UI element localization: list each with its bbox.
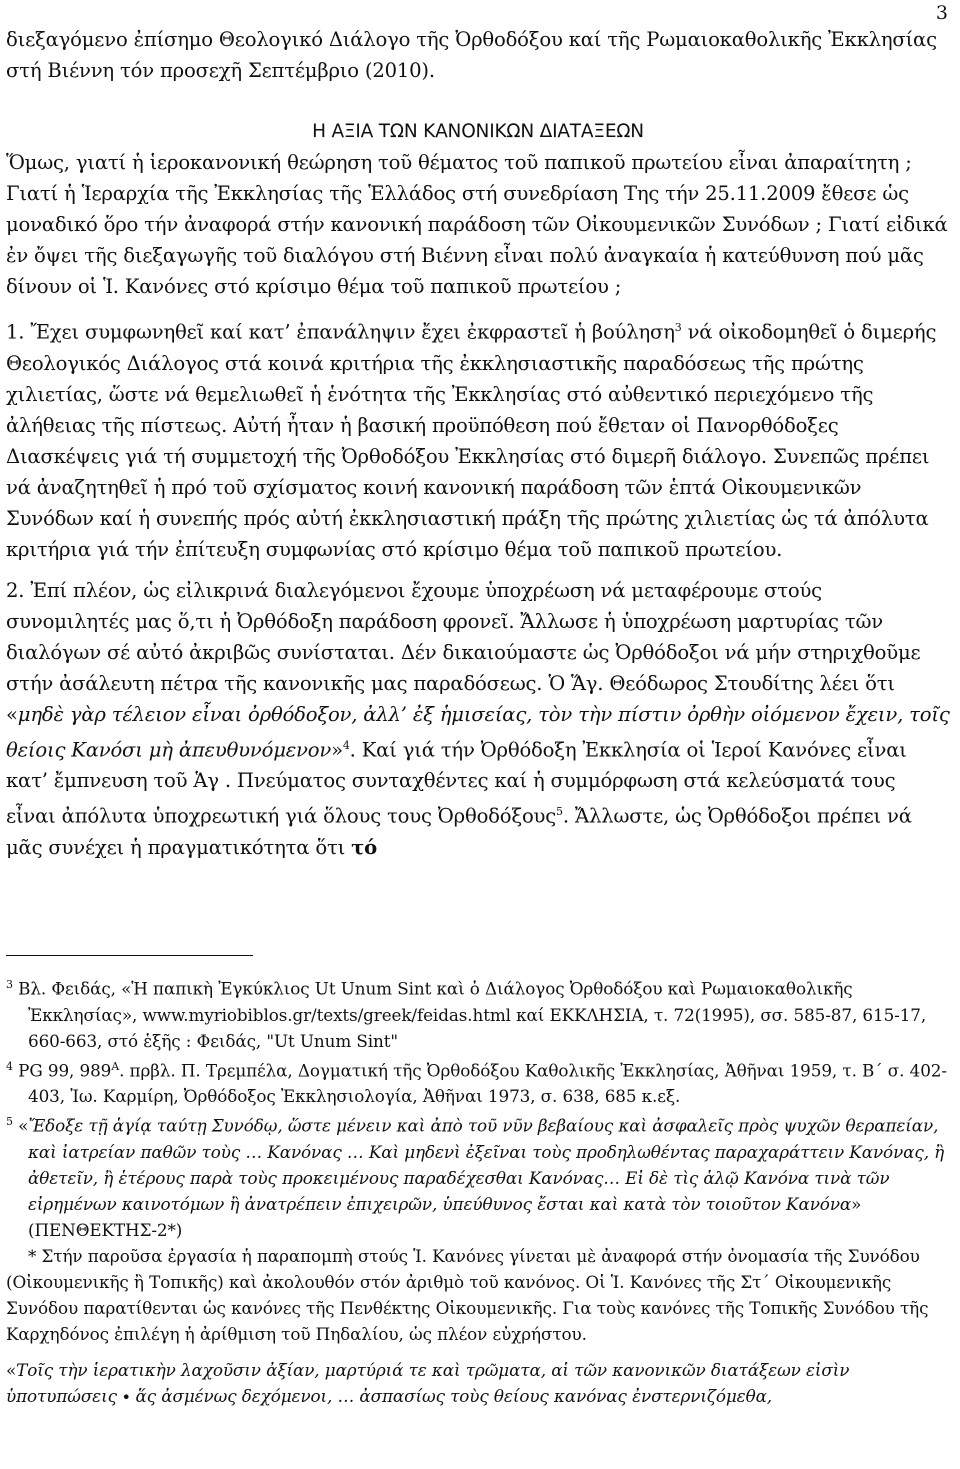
footnote-star: * Στήν παροῦσα ἐργασία ἡ παραπομπὴ στούς Ἱ. Κανόνες γίνεται μὲ ἀναφορά στήν ὀνομασία τῆς Συνόδου (Οἰκουμενικῆς ἢ Τοπικῆς) καὶ ἀκολουθόν στόν ἀριθμὸ τοῦ κανόνος. Οἱ Ἱ. Κανόνες τῆς Στ΄ Οἰκουμενικῆς Συνόδου παρατίθενται ὡς κανόνες τῆς Πενθέκτης Οἰκουμενικῆς. Για τοὺς κανόνες τῆς Τοπικῆς Συνόδου τῆς Καρχηδόνος ἐπιλέγη ἡ ἀρίθμιση τοῦ Πηδαλίου, ὡς πλέον εὐχρήστου. bbox=[6, 1245, 929, 1344]
footnote-5-text-a: « bbox=[12, 1115, 29, 1136]
footnote-4-sup: A bbox=[111, 1059, 120, 1073]
paragraph-1-text-a: 1. Ἔχει συμφωνηθεῖ καί κατ’ ἐπανάληψιν ἔχει ἐκφραστεῖ ἡ βούληση bbox=[6, 320, 675, 344]
paragraph-2-text-b: » bbox=[331, 738, 343, 762]
footnote-5 bbox=[6, 1109, 950, 1243]
footnote-4 bbox=[6, 1054, 950, 1110]
footnote-5-quote: Ἔδοξε τῇ ἁγίᾳ ταύτῃ Συνόδῳ, ὥστε μένειν καὶ ἀπὸ τοῦ νῦν βεβαίους καὶ ἀσφαλεῖς πρὸς ψυχῶν θεραπείαν, καὶ ἰατρείαν παθῶν τοὺς … Κανόνας … Καὶ μηδενὶ ἐξεῖναι τοὺς προδηλωθέντας παραχαράττειν Κανόνας, ἢ ἀθετεῖν, ἢ ἑτέρους παρὰ τοὺς προκειμένους παραδέχεσθαι Κανόνας… Εἰ δὲ τὶς ἁλῷ Κανόνα τινὰ τῶν εἰρημένων καινοτόμων ἢ ἀνατρέπειν ἐπιχειρῶν, ὑπεύθυνος ἔσται καὶ κατὰ τὸν τοιοῦτον Κανόνα bbox=[28, 1115, 945, 1214]
question-paragraph: Ὅμως, γιατί ἡ ἱεροκανονική θεώρηση τοῦ θέματος τοῦ παπικοῦ πρωτείου εἶναι ἀπαραίτητη ; Γιατί ἡ Ἱεραρχία τῆς Ἐκκλησίας τῆς Ἑλλάδος στή συνεδρίαση Της τήν 25.11.2009 ἔθεσε ὡς μοναδικό ὅρο τήν ἀναφορά στήν κανονική παράδοση τῶν Οἰκουμενικῶν Συνόδων ; Γιατί εἰδικά ἐν ὄψει τῆς διεξαγωγῆς τοῦ διαλόγου στή Βιέννη εἶναι πολύ ἀναγκαία ἡ κατεύθυνση πού μᾶς δίνουν οἱ Ἱ. Κανόνες στό κρίσιμο θέμα τοῦ παπικοῦ πρωτείου ; bbox=[6, 151, 948, 298]
footnote-last bbox=[6, 1357, 950, 1409]
footnote-ref-4[interactable]: 4 bbox=[342, 738, 350, 752]
footnote-3 bbox=[6, 972, 950, 1054]
footnote-5-number: 5 bbox=[6, 1115, 13, 1129]
footnote-4-number: 4 bbox=[6, 1059, 13, 1073]
page-number: 3 bbox=[935, 2, 948, 24]
paragraph-1 bbox=[6, 312, 950, 565]
footnote-ref-3[interactable]: 3 bbox=[674, 321, 682, 334]
footnote-4-text-b: . πρβλ. Π. Τρεμπέλα, Δογματική τῆς Ὀρθοδόξου Καθολικῆς Ἐκκλησίας, Ἀθῆναι 1959, τ. Β΄ σ. 402-403, Ἰω. Καρμίρη, Ὀρθόδοξος Ἐκκλησιολογία, Ἀθῆναι 1973, σ. 638, 685 κ.εξ. bbox=[28, 1060, 947, 1107]
main-text bbox=[6, 24, 950, 863]
footnote-last-text: « bbox=[6, 1359, 17, 1380]
paragraph-2-text-c: . Καί γιά τήν Ὀρθόδοξη Ἐκκλησία οἱ Ἱεροί Κανόνες εἶναι κατ’ ἔμπνευση τοῦ Ἁγ . Πνεύματος συνταχθέντες καί ἡ συμμόρφωση στά κελεύσματά τους εἶναι ἀπόλυτα ὑποχρεωτική γιά ὅλους τους Ὀρθοδόξους bbox=[6, 738, 907, 828]
footnote-4-text-a: PG 99, 989 bbox=[12, 1060, 112, 1081]
footnote-ref-5[interactable]: 5 bbox=[556, 805, 563, 819]
paragraph-2-bold: τό bbox=[351, 835, 377, 859]
paragraph-2-text-a: 2. Ἐπί πλέον, ὡς εἰλικρινά διαλεγόμενοι ἔχουμε ὑποχρέωση νά μεταφέρουμε στούς συνομιλητές μας ὅ,τι ἡ Ὀρθόδοξη παράδοση φρονεῖ. Ἄλλωσε ἡ ὑποχρέωση μαρτυρίας τῶν διαλόγων σέ αὐτό ἀκριβῶς συνίσταται. Δέν δικαιούμαστε ὡς Ὀρθόδοξοι νά μήν στηριχθοῦμε στήν ἀσάλευτη πέτρα τῆς κανονικῆς μας παραδόσεως. Ὁ Ἅγ. Θεόδωρος Στουδίτης λέει ὅτι « bbox=[6, 578, 921, 726]
studite-quote: μηδὲ γὰρ τέλειον εἶναι ὀρθόδοξον, ἀλλ’ ἐξ ἡμισείας, τὸν τὴν πίστιν ὀρθὴν οἰόμενον ἔχειν, τοῖς θείοις Κανόσι μὴ ἀπευθυνόμενον bbox=[6, 702, 950, 762]
footnote-divider bbox=[6, 955, 253, 956]
paragraph-2-text-d: . Ἄλλωστε, ὡς Ὀρθόδοξοι πρέπει νά μᾶς συνέχει ἡ πραγματικότητα ὅτι bbox=[6, 804, 912, 859]
intro-paragraph: διεξαγόμενο ἐπίσημο Θεολογικό Διάλογο τῆς Ὀρθοδόξου καί τῆς Ρωμαιοκαθολικῆς Ἐκκλησίας στή Βιέννη τόν προσεχῆ Σεπτέμβριο (2010). bbox=[6, 28, 937, 82]
footnote-3-number: 3 bbox=[6, 978, 13, 991]
footnotes bbox=[6, 972, 950, 1409]
paragraph-2 bbox=[6, 575, 950, 863]
paragraph-1-text-b: νά οἰκοδομηθεῖ ὁ διμερής Θεολογικός Διάλογος στά κοινά κριτήρια τῆς ἐκκλησιαστικῆς παραδόσεως τῆς πρώτης χιλιετίας, ὥστε νά θεμελιωθεῖ ἡ ἑνότητα τῆς Ἐκκλησίας στό αὐθεντικό περιεχόμενο τῆς ἀλήθειας τῆς πίστεως. Αὐτή ἦταν ἡ βασική προϋπόθεση πού ἔθεταν οἱ Πανορθόδοξες Διασκέψεις γιά τή συμμετοχή τῆς Ὀρθοδόξου Ἐκκλησίας στό διμερῆ διάλογο. Συνεπῶς πρέπει νά ἀναζητηθεῖ ἡ πρό τοῦ σχίσματος κοινή κανονική παράδοση τῶν ἑπτά Οἰκουμενικῶν Συνόδων καί ἡ συνεπής πρός αὐτή ἐκκλησιαστική πράξη τῆς πρώτης χιλιετίας ὡς τά ἀπόλυτα κριτήρια γιά τήν ἐπίτευξη συμφωνίας στό κρίσιμο θέμα τοῦ παπικοῦ πρωτείου. bbox=[6, 320, 937, 561]
footnote-last-quote: Τοῖς τὴν ἱερατικὴν λαχοῦσιν ἀξίαν, μαρτύριά τε καὶ τρῶματα, αἱ τῶν κανονικῶν διατάξεων εἰσὶν ὑποτυπώσεις ∙ ἅς ἀσμένως δεχόμενοι, … ἀσπασίως τοὺς θείους κανόνας ἐνστερνιζόμεθα, bbox=[6, 1359, 850, 1406]
footnote-5-text-b: » (ΠΕΝΘΕΚΤΗΣ-2*) bbox=[28, 1193, 862, 1240]
footnote-3-text: Βλ. Φειδάς, «Ἡ παπικὴ Ἐγκύκλιος Ut Unum Sint καὶ ὁ Διάλογος Ὀρθοδόξου καὶ Ρωμαιοκαθολικῆς Ἐκκλησίας», www.myriobiblos.gr/texts/greek/feidas.html καί ΕΚΚΛΗΣΙΑ, τ. 72(1995), σσ. 585-87, 615-17, 660-663, στό ἑξῆς : Φειδάς, "Ut Unum Sint" bbox=[12, 978, 927, 1051]
section-heading: Η ΑΞΙΑ ΤΩΝ ΚΑΝΟΝΙΚΩΝ ΔΙΑΤΑΞΕΩΝ bbox=[312, 121, 644, 142]
